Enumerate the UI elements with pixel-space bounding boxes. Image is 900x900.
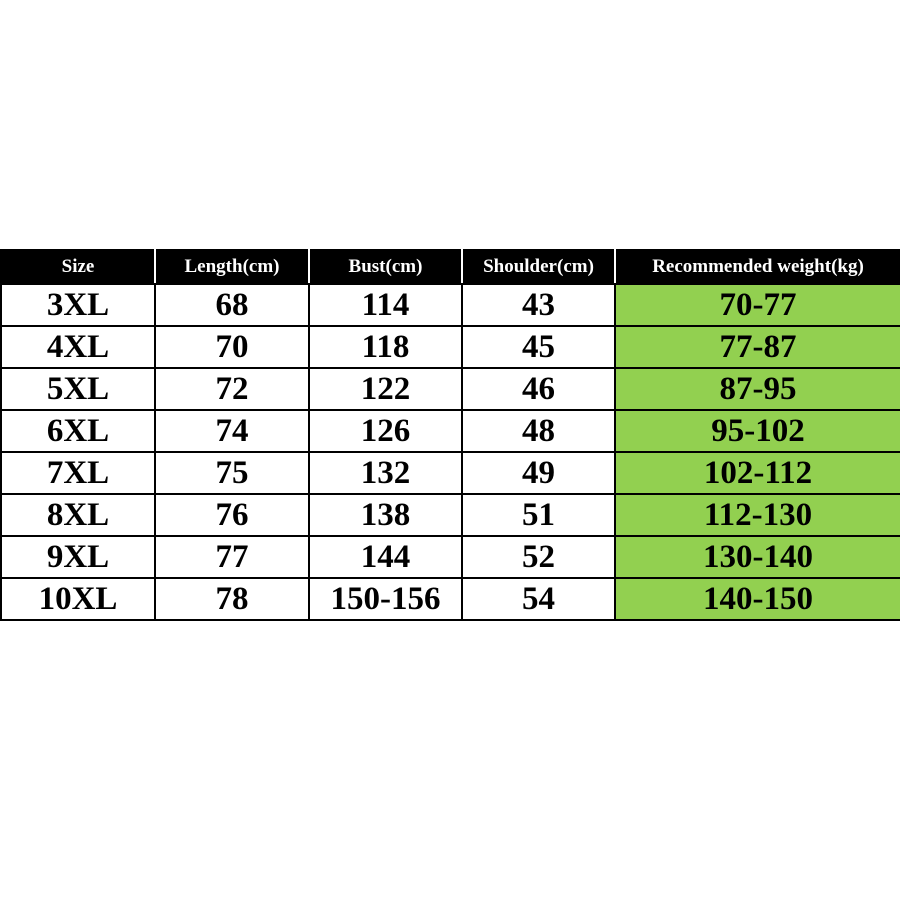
weight-cell: 102-112 <box>615 452 900 494</box>
length-cell: 72 <box>155 368 309 410</box>
shoulder-cell: 54 <box>462 578 615 620</box>
bust-cell: 122 <box>309 368 462 410</box>
weight-cell: 112-130 <box>615 494 900 536</box>
size-cell: 7XL <box>1 452 155 494</box>
bust-cell: 118 <box>309 326 462 368</box>
shoulder-cell: 51 <box>462 494 615 536</box>
shoulder-cell: 45 <box>462 326 615 368</box>
size-cell: 5XL <box>1 368 155 410</box>
table-row <box>1 536 900 578</box>
bust-cell: 138 <box>309 494 462 536</box>
bust-cell: 132 <box>309 452 462 494</box>
weight-cell: 77-87 <box>615 326 900 368</box>
size-chart-table <box>0 249 900 621</box>
header-row <box>1 250 900 284</box>
bust-cell: 114 <box>309 284 462 326</box>
bust-cell: 126 <box>309 410 462 452</box>
header-length: Length(cm) <box>155 250 309 284</box>
header-shoulder: Shoulder(cm) <box>462 250 615 284</box>
weight-cell: 130-140 <box>615 536 900 578</box>
size-cell: 6XL <box>1 410 155 452</box>
header-recommended-weight: Recommended weight(kg) <box>615 250 900 284</box>
shoulder-cell: 52 <box>462 536 615 578</box>
table-row <box>1 284 900 326</box>
shoulder-cell: 48 <box>462 410 615 452</box>
table-row <box>1 410 900 452</box>
size-cell: 8XL <box>1 494 155 536</box>
weight-cell: 87-95 <box>615 368 900 410</box>
header-size: Size <box>1 250 155 284</box>
shoulder-cell: 46 <box>462 368 615 410</box>
table-row <box>1 578 900 620</box>
length-cell: 75 <box>155 452 309 494</box>
weight-cell: 95-102 <box>615 410 900 452</box>
length-cell: 74 <box>155 410 309 452</box>
header-bust: Bust(cm) <box>309 250 462 284</box>
size-cell: 9XL <box>1 536 155 578</box>
size-cell: 4XL <box>1 326 155 368</box>
length-cell: 68 <box>155 284 309 326</box>
shoulder-cell: 49 <box>462 452 615 494</box>
table-row <box>1 494 900 536</box>
length-cell: 77 <box>155 536 309 578</box>
length-cell: 70 <box>155 326 309 368</box>
weight-cell: 140-150 <box>615 578 900 620</box>
weight-cell: 70-77 <box>615 284 900 326</box>
size-cell: 10XL <box>1 578 155 620</box>
shoulder-cell: 43 <box>462 284 615 326</box>
bust-cell: 150-156 <box>309 578 462 620</box>
length-cell: 76 <box>155 494 309 536</box>
table-row <box>1 452 900 494</box>
table-row <box>1 326 900 368</box>
table-row <box>1 368 900 410</box>
size-cell: 3XL <box>1 284 155 326</box>
bust-cell: 144 <box>309 536 462 578</box>
length-cell: 78 <box>155 578 309 620</box>
